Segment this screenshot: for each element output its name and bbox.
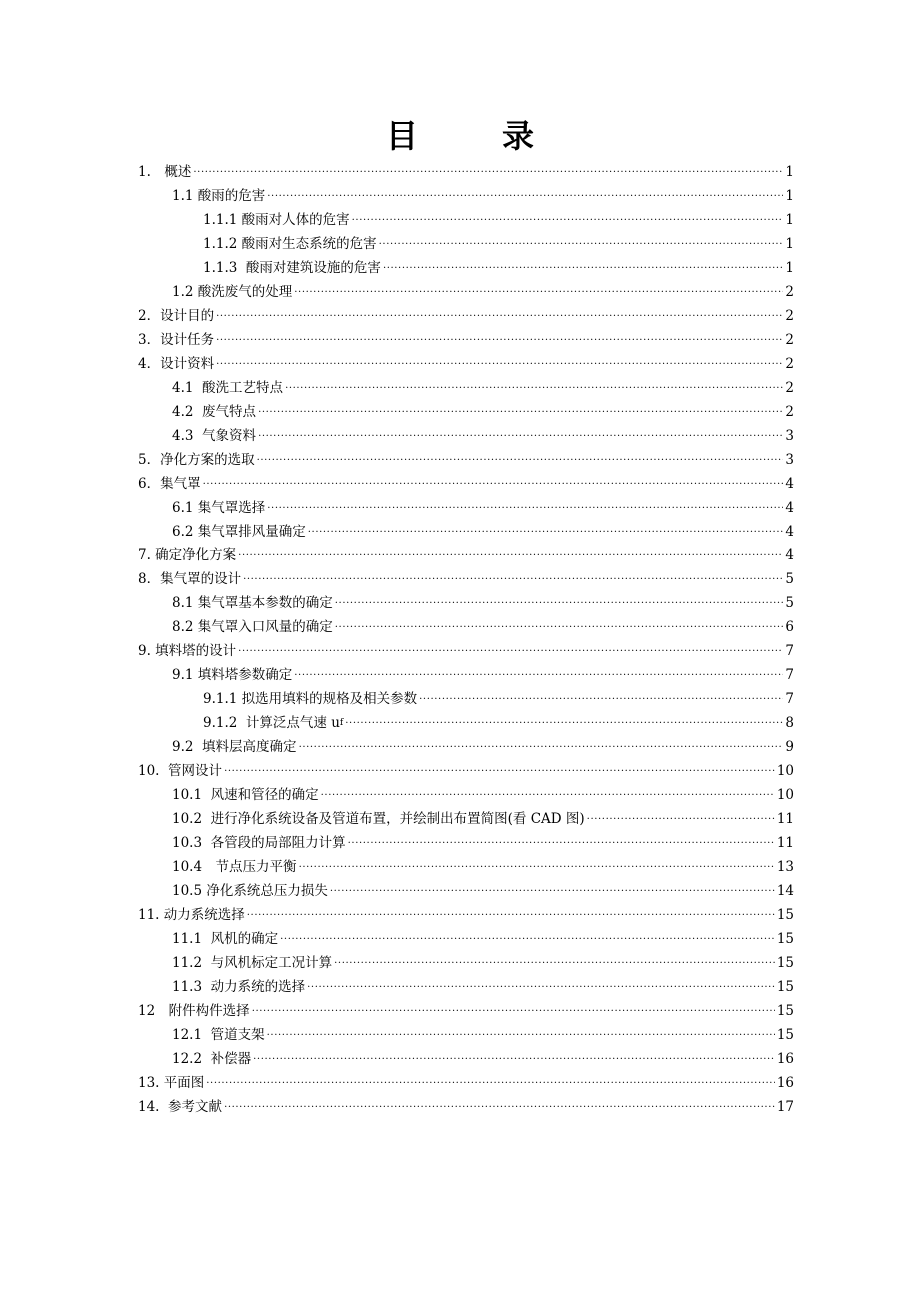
toc-leader-dots <box>257 449 784 472</box>
toc-entry[interactable] <box>138 208 794 232</box>
toc-entry-page-number: 15 <box>776 1026 794 1043</box>
table-of-contents <box>138 160 794 1119</box>
toc-entry[interactable] <box>138 352 794 376</box>
toc-entry-page-number: 2 <box>785 331 794 348</box>
toc-entry[interactable] <box>138 160 794 184</box>
toc-entry-page-number: 4 <box>785 475 794 492</box>
toc-entry-label: 9.2 填料层高度确定 <box>172 739 297 756</box>
toc-title: 目 录 <box>385 117 560 155</box>
toc-entry[interactable] <box>138 328 794 352</box>
toc-entry[interactable] <box>138 663 794 687</box>
toc-leader-dots <box>267 185 783 208</box>
toc-entry-page-number: 11 <box>776 811 794 828</box>
toc-entry-page-number: 15 <box>776 1002 794 1019</box>
toc-entry-page-number: 6 <box>785 619 794 636</box>
toc-entry[interactable] <box>138 496 794 520</box>
toc-entry-label: 1.2 酸洗废气的处理 <box>172 283 293 300</box>
toc-leader-dots <box>294 281 783 304</box>
toc-leader-dots <box>307 976 775 999</box>
toc-entry-label: 4.2 废气特点 <box>172 403 257 420</box>
toc-entry-label: 9.1.2 计算泛点气速 u <box>203 715 340 732</box>
toc-leader-dots <box>280 928 775 951</box>
toc-entry[interactable] <box>138 759 794 783</box>
toc-leader-dots <box>247 904 775 927</box>
toc-leader-dots <box>352 209 784 232</box>
toc-entry[interactable] <box>138 376 794 400</box>
toc-entry-page-number: 7 <box>785 643 794 660</box>
toc-leader-dots <box>294 664 783 687</box>
toc-entry[interactable] <box>138 927 794 951</box>
toc-leader-dots <box>216 329 783 352</box>
toc-entry[interactable] <box>138 1071 794 1095</box>
toc-entry-page-number: 1 <box>785 235 794 252</box>
toc-entry[interactable] <box>138 280 794 304</box>
toc-entry[interactable] <box>138 591 794 615</box>
toc-entry-page-number: 1 <box>785 259 794 276</box>
toc-leader-dots <box>299 856 775 879</box>
toc-entry[interactable] <box>138 400 794 424</box>
toc-leader-dots <box>299 736 784 759</box>
toc-entry[interactable] <box>138 879 794 903</box>
toc-entry-page-number: 2 <box>785 355 794 372</box>
toc-entry-label: 8．集气罩的设计 <box>138 571 242 588</box>
toc-entry-label: 7. 确定净化方案 <box>138 547 237 564</box>
toc-leader-dots <box>419 688 783 711</box>
toc-leader-dots <box>308 521 784 544</box>
toc-entry-label: 4.1 酸洗工艺特点 <box>172 379 284 396</box>
toc-entry-page-number: 9 <box>785 739 794 756</box>
toc-leader-dots <box>216 305 783 328</box>
toc-entry[interactable] <box>138 639 794 663</box>
toc-entry-page-number: 2 <box>785 283 794 300</box>
toc-entry-label: 8.1 集气罩基本参数的确定 <box>172 595 333 612</box>
toc-entry[interactable]: 9.1.2 计算泛点气速 u f ..... 8 <box>138 711 794 735</box>
toc-entry-page-number: 4 <box>785 523 794 540</box>
toc-entry-label: 9. 填料塔的设计 <box>138 643 237 660</box>
toc-entry[interactable] <box>138 184 794 208</box>
toc-leader-dots <box>224 760 775 783</box>
toc-entry-page-number: 1 <box>785 187 794 204</box>
toc-entry-page-number: 10 <box>776 787 794 804</box>
toc-entry-label: 12.2 补偿器 <box>172 1050 252 1067</box>
toc-entry-label: 9.1.1 拟选用填料的规格及相关参数 <box>203 691 418 708</box>
toc-leader-dots <box>335 592 784 615</box>
toc-entry-page-number: 4 <box>785 547 794 564</box>
toc-entry[interactable] <box>138 1023 794 1047</box>
toc-entry-page-number: 16 <box>776 1074 794 1091</box>
toc-entry-page-number: 10 <box>776 763 794 780</box>
toc-entry-label: 10.2 进行净化系统设备及管道布置，并绘制出布置简图(看 CAD 图) <box>172 811 585 828</box>
toc-entry-page-number: 17 <box>776 1098 794 1115</box>
toc-leader-dots <box>587 808 775 831</box>
toc-leader-dots <box>253 1048 775 1071</box>
toc-entry-label: 10.3 各管段的局部阻力计算 <box>172 835 346 852</box>
toc-entry-label: 4．设计资料 <box>138 355 215 372</box>
toc-entry[interactable] <box>138 448 794 472</box>
toc-leader-dots <box>258 425 783 448</box>
toc-leader-dots <box>267 1024 775 1047</box>
toc-leader-dots <box>216 353 783 376</box>
toc-entry-page-number: 11 <box>776 835 794 852</box>
toc-entry[interactable] <box>138 615 794 639</box>
toc-entry[interactable] <box>138 567 794 591</box>
toc-entry-label: 1.1 酸雨的危害 <box>172 187 266 204</box>
toc-entry-label: 13. 平面图 <box>138 1074 205 1091</box>
toc-entry-page-number: 2 <box>785 403 794 420</box>
toc-leader-dots <box>321 784 775 807</box>
toc-entry-label: 10.5 净化系统总压力损失 <box>172 883 328 900</box>
toc-leader-dots <box>238 640 783 663</box>
toc-entry[interactable] <box>138 256 794 280</box>
toc-entry[interactable] <box>138 999 794 1023</box>
toc-entry-page-number: 5 <box>785 595 794 612</box>
toc-leader-dots <box>334 952 775 975</box>
toc-leader-dots <box>330 880 775 903</box>
toc-entry-label: 5．净化方案的选取 <box>138 451 255 468</box>
toc-entry[interactable] <box>138 232 794 256</box>
toc-entry-label: 11. 动力系统选择 <box>138 907 245 924</box>
toc-entry[interactable] <box>138 807 794 831</box>
toc-leader-dots <box>345 712 783 735</box>
toc-entry-page-number: 3 <box>785 427 794 444</box>
toc-entry-label: 11.1 风机的确定 <box>172 930 279 947</box>
toc-leader-dots <box>224 1096 775 1119</box>
toc-entry-page-number: 2 <box>785 307 794 324</box>
toc-leader-dots <box>252 1000 775 1023</box>
toc-leader-dots <box>379 233 784 256</box>
toc-leader-dots <box>243 568 783 591</box>
toc-entry-label: 4.3 气象资料 <box>172 427 257 444</box>
toc-entry-page-number: 2 <box>785 379 794 396</box>
toc-entry-label: 10.4 节点压力平衡 <box>172 859 297 876</box>
toc-entry[interactable] <box>138 1095 794 1119</box>
toc-entry-label: 1. 概述 <box>138 163 192 180</box>
toc-entry-page-number: 7 <box>785 691 794 708</box>
toc-entry-page-number: 1 <box>785 211 794 228</box>
toc-leader-dots <box>203 473 784 496</box>
toc-entry-label: 2．设计目的 <box>138 307 215 324</box>
toc-entry[interactable] <box>138 831 794 855</box>
toc-entry-page-number: 15 <box>776 930 794 947</box>
toc-entry-page-number: 13 <box>776 859 794 876</box>
toc-leader-dots <box>193 161 783 184</box>
toc-entry-page-number: 7 <box>785 667 794 684</box>
toc-entry-label: 10. 管网设计 <box>138 763 223 780</box>
toc-entry-label: 12 附件构件选择 <box>138 1002 250 1019</box>
toc-entry-label: 1.1.1 酸雨对人体的危害 <box>203 211 350 228</box>
toc-leader-dots <box>335 616 784 639</box>
toc-entry[interactable] <box>138 951 794 975</box>
toc-leader-dots <box>206 1072 775 1095</box>
toc-entry-page-number: 4 <box>785 499 794 516</box>
toc-entry[interactable] <box>138 855 794 879</box>
toc-leader-dots <box>238 544 783 567</box>
toc-entry-page-number: 3 <box>785 451 794 468</box>
toc-entry-page-number: 1 <box>785 163 794 180</box>
toc-entry-page-number: 14 <box>776 883 794 900</box>
toc-entry-page-number: 15 <box>776 978 794 995</box>
toc-entry[interactable] <box>138 783 794 807</box>
toc-entry-page-number: 16 <box>776 1050 794 1067</box>
toc-entry-label: 11.2 与风机标定工况计算 <box>172 954 333 971</box>
toc-entry[interactable] <box>138 687 794 711</box>
toc-entry[interactable] <box>138 975 794 999</box>
toc-leader-dots <box>285 377 783 400</box>
toc-entry-label: 11.3 动力系统的选择 <box>172 978 306 995</box>
toc-entry-page-number: 15 <box>776 954 794 971</box>
toc-entry[interactable] <box>138 520 794 544</box>
toc-entry-label: 3．设计任务 <box>138 331 215 348</box>
toc-leader-dots <box>258 401 783 424</box>
toc-entry-label: 1.1.2 酸雨对生态系统的危害 <box>203 235 377 252</box>
toc-entry[interactable] <box>138 544 794 568</box>
toc-entry-label: 14. 参考文献 <box>138 1098 223 1115</box>
toc-entry-label: 6.1 集气罩选择 <box>172 499 266 516</box>
toc-entry-page-number: 8 <box>785 715 794 732</box>
toc-entry-label: 10.1 风速和管径的确定 <box>172 787 319 804</box>
toc-entry[interactable] <box>138 1047 794 1071</box>
toc-entry-label: 1.1.3 酸雨对建筑设施的危害 <box>203 259 381 276</box>
toc-leader-dots <box>267 497 783 520</box>
toc-leader-dots <box>383 257 783 280</box>
toc-entry-label: 6.2 集气罩排风量确定 <box>172 523 306 540</box>
toc-entry-label: 12.1 管道支架 <box>172 1026 265 1043</box>
toc-entry[interactable] <box>138 304 794 328</box>
toc-entry-label: 8.2 集气罩入口风量的确定 <box>172 619 333 636</box>
toc-leader-dots <box>348 832 775 855</box>
toc-entry-page-number: 5 <box>785 571 794 588</box>
toc-entry[interactable] <box>138 903 794 927</box>
toc-entry-label: 9.1 填料塔参数确定 <box>172 667 293 684</box>
toc-entry[interactable] <box>138 735 794 759</box>
toc-entry-label: 6．集气罩 <box>138 475 201 492</box>
toc-entry[interactable] <box>138 424 794 448</box>
toc-entry-page-number: 15 <box>776 907 794 924</box>
toc-entry[interactable] <box>138 472 794 496</box>
